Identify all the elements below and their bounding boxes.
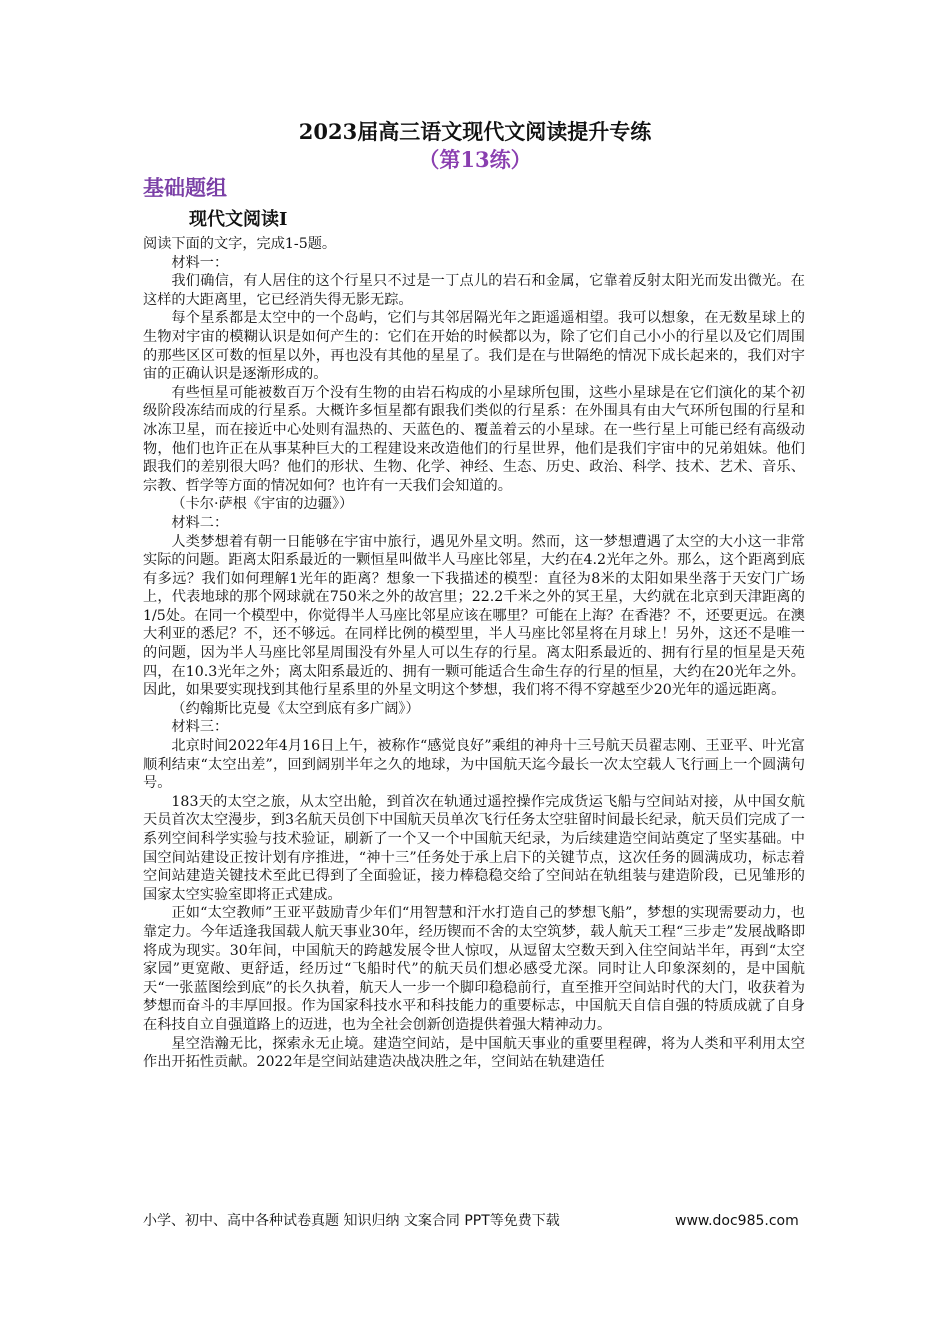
document-subtitle: （第13练） <box>418 147 532 172</box>
material3-paragraph: 北京时间2022年4月16日上午，被称作“感觉良好”乘组的神舟十三号航天员翟志刚、王亚平、叶光富顺利结束“太空出差”，回到阔别半年之久的地球，为中国航天迄今最长一次太空载人飞行画上一个圆满句号。 <box>143 738 805 792</box>
material1-source: （卡尔·萨根《宇宙的边疆》） <box>171 496 354 513</box>
material3-label: 材料三： <box>171 719 229 736</box>
material3-paragraph: 星空浩瀚无比，探索永无止境。建造空间站，是中国航天事业的重要里程碑，将为人类和平利用太空作出开拓性贡献。2022年是空间站建造决战决胜之年，空间站在轨建造任 <box>143 1035 805 1071</box>
material2-paragraph: 人类梦想着有朝一日能够在宇宙中旅行，遇见外星文明。然而，这一梦想遭遇了太空的大小这一非常实际的问题。距离太阳系最近的一颗恒星叫做半人马座比邻星，大约在4.2光年之外。那么，这个距离到底有多远？我们如何理解1光年的距离？想象一下我描述的模型：直径为8米的太阳如果坐落于天安门广场上，代表地球的那个网球就在750米之外的故宫里；22.2千米之外的冥王星，大约就在北京到天津距离的1/5处。在同一个模型中，你觉得半人马座比邻星应该在哪里？可能在上海？在香港？不，还要更远。在澳大利亚的悉尼？不，还不够远。在同样比例的模型里，半人马座比邻星将在月球上！另外，这还不是唯一的问题，因为半人马座比邻星周围没有外星人可以生存的行星。离太阳系最近的、拥有行星的恒星是天苑四，在10.3光年之外；离太阳系最近的、拥有一颗可能适合生命生存的行星的恒星，大约在20光年之外。因此，如果要实现找到其他行星系里的外星文明这个梦想，我们将不得不穿越至少20光年的遥远距离。 <box>143 533 805 699</box>
footer-url[interactable]: www.doc985.com <box>675 1213 799 1229</box>
footer-text: 小学、初中、高中各种试卷真题 知识归纳 文案合同 PPT等免费下载 <box>143 1213 560 1229</box>
document-title: 2023届高三语文现代文阅读提升专练 <box>298 119 652 144</box>
page-footer <box>143 1211 823 1231</box>
instruction-text: 阅读下面的文字，完成1-5题。 <box>143 236 337 252</box>
material2-label: 材料二： <box>171 514 229 531</box>
material1-paragraph: 有些恒星可能被数百万个没有生物的由岩石构成的小星球所包围，这些小星球是在它们演化的某个初级阶段冻结而成的行星系。大概许多恒星都有跟我们类似的行星系：在外围具有由大气环所包围的行星和冰冻卫星，而在接近中心处则有温热的、天蓝色的、覆盖着云的小星球。在一些行星上可能已经有高级动物，他们也许正在从事某种巨大的工程建设来改造他们的行星世界，他们是我们宇宙中的兄弟姐妹。他们跟我们的差别很大吗？他们的形状、生物、化学、神经、生态、历史、政治、科学、技术、艺术、音乐、宗教、哲学等方面的情况如何？也许有一天我们会知道的。 <box>143 384 805 494</box>
material1-paragraph: 我们确信，有人居住的这个行星只不过是一丁点儿的岩石和金属，它靠着反射太阳光而发出微光。在这样的大距离里，它已经消失得无影无踪。 <box>143 273 805 308</box>
material1-paragraph: 每个星系都是太空中的一个岛屿，它们与其邻居隔光年之距遥遥相望。我可以想象，在无数星球上的生物对宇宙的模糊认识是如何产生的：它们在开始的时候都以为，除了它们自己小小的行星以及它们周围的那些区区可数的恒星以外，再也没有其他的星星了。我们是在与世隔绝的情况下成长起来的，我们对宇宙的正确认识是逐渐形成的。 <box>143 310 805 383</box>
material1-label: 材料一： <box>171 254 229 271</box>
material3-paragraph: 183天的太空之旅，从太空出舱，到首次在轨通过遥控操作完成货运飞船与空间站对接，从中国女航天员首次太空漫步，到3名航天员创下中国航天员单次飞行任务太空驻留时间最长纪录，航天员们完成了一系列空间科学实验与技术验证，刷新了一个又一个中国航天纪录，为后续建造空间站奠定了坚实基础。中国空间站建设正按计划有序推进，“神十三”任务处于承上启下的关键节点，这次任务的圆满成功，标志着空间站建造关键技术至此已得到了全面验证，接力棒稳稳交给了空间站在轨组装与建造阶段，已见雏形的国家太空实验室即将正式建成。 <box>143 793 805 903</box>
material3-paragraph: 正如“太空教师”王亚平鼓励青少年们“用智慧和汗水打造自己的梦想飞船”，梦想的实现需要动力，也靠定力。今年适逢我国载人航天事业30年，经历锲而不舍的太空筑梦，载人航天工程“三步走”发展战略即将成为现实。30年间，中国航天的跨越发展令世人惊叹，从逗留太空数天到入住空间站半年，再到“太空家园”更宽敞、更舒适，经历过“飞船时代”的航天员们想必感受尤深。同时让人印象深刻的，是中国航天“一张蓝图绘到底”的长久执着，航天人一步一个脚印稳稳前行，直至推开空间站时代的大门，收获着为梦想而奋斗的丰厚回报。作为国家科技水平和科技能力的重要标志，中国航天自信自强的特质成就了自身在科技自立自强道路上的迈进，也为全社会创新创造提供着强大精神动力。 <box>143 905 806 1033</box>
section-heading: 基础题组 <box>143 175 227 200</box>
reading-heading: 现代文阅读Ⅰ <box>189 209 288 230</box>
material2-source: （约翰斯比克曼《太空到底有多广阔》） <box>171 700 420 717</box>
article-body <box>143 235 805 1072</box>
